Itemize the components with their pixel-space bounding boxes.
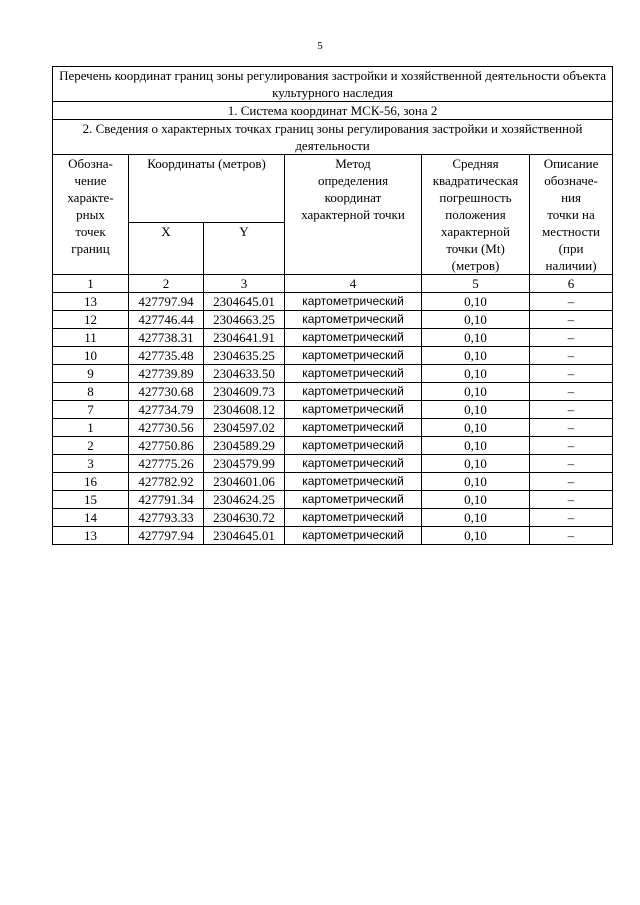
cell-x: 427730.68 bbox=[129, 383, 204, 401]
header-line: ния bbox=[561, 190, 581, 205]
cell-point: 2 bbox=[53, 437, 129, 455]
cell-y: 2304601.06 bbox=[204, 473, 285, 491]
coordinate-system: 1. Система координат МСК-56, зона 2 bbox=[53, 102, 613, 120]
cell-method: картометрический bbox=[285, 347, 422, 365]
cell-method: картометрический bbox=[285, 509, 422, 527]
header-line: точек bbox=[75, 224, 106, 239]
column-number-row bbox=[53, 275, 613, 293]
header-coordinates: Координаты (метров) bbox=[129, 155, 285, 223]
table-row bbox=[53, 455, 613, 473]
cell-error: 0,10 bbox=[422, 473, 530, 491]
table-row bbox=[53, 311, 613, 329]
column-number: 1 bbox=[53, 275, 129, 293]
cell-method: картометрический bbox=[285, 383, 422, 401]
cell-method: картометрический bbox=[285, 329, 422, 347]
cell-point: 1 bbox=[53, 419, 129, 437]
table-row bbox=[53, 347, 613, 365]
cell-error: 0,10 bbox=[422, 455, 530, 473]
cell-method: картометрический bbox=[285, 401, 422, 419]
cell-error: 0,10 bbox=[422, 509, 530, 527]
cell-point: 8 bbox=[53, 383, 129, 401]
header-x: X bbox=[129, 223, 204, 275]
cell-point: 10 bbox=[53, 347, 129, 365]
cell-method: картометрический bbox=[285, 311, 422, 329]
table-row bbox=[53, 473, 613, 491]
cell-point: 16 bbox=[53, 473, 129, 491]
header-line: точки на bbox=[547, 207, 595, 222]
cell-x: 427782.92 bbox=[129, 473, 204, 491]
header-line: Описание bbox=[543, 156, 599, 171]
cell-method: картометрический bbox=[285, 455, 422, 473]
table-row bbox=[53, 419, 613, 437]
header-line: Обозна- bbox=[68, 156, 113, 171]
header-line: Средняя bbox=[452, 156, 499, 171]
cell-description: – bbox=[530, 365, 613, 383]
cell-y: 2304633.50 bbox=[204, 365, 285, 383]
cell-description: – bbox=[530, 455, 613, 473]
cell-x: 427734.79 bbox=[129, 401, 204, 419]
cell-method: картометрический bbox=[285, 365, 422, 383]
header-line: (метров) bbox=[451, 258, 500, 273]
cell-error: 0,10 bbox=[422, 527, 530, 545]
cell-point: 9 bbox=[53, 365, 129, 383]
cell-point: 3 bbox=[53, 455, 129, 473]
cell-y: 2304609.73 bbox=[204, 383, 285, 401]
page-number: 5 bbox=[317, 40, 323, 52]
cell-method: картометрический bbox=[285, 491, 422, 509]
header-line: местности bbox=[542, 224, 601, 239]
cell-x: 427797.94 bbox=[129, 527, 204, 545]
cell-y: 2304663.25 bbox=[204, 311, 285, 329]
header-line: чение bbox=[74, 173, 107, 188]
header-line: Метод bbox=[335, 156, 371, 171]
table-row bbox=[53, 329, 613, 347]
cell-error: 0,10 bbox=[422, 293, 530, 311]
cell-description: – bbox=[530, 527, 613, 545]
cell-y: 2304608.12 bbox=[204, 401, 285, 419]
header-line: рных bbox=[76, 207, 105, 222]
header-error bbox=[422, 155, 530, 275]
header-method bbox=[285, 155, 422, 275]
table-row bbox=[53, 437, 613, 455]
cell-y: 2304597.02 bbox=[204, 419, 285, 437]
table-title: Перечень координат границ зоны регулирования застройки и хозяйственной деятельности объекта культурного наследия bbox=[53, 67, 613, 102]
cell-y: 2304624.25 bbox=[204, 491, 285, 509]
header-line: обозначе- bbox=[544, 173, 598, 188]
cell-description: – bbox=[530, 383, 613, 401]
cell-method: картометрический bbox=[285, 293, 422, 311]
cell-y: 2304589.29 bbox=[204, 437, 285, 455]
cell-x: 427750.86 bbox=[129, 437, 204, 455]
cell-x: 427793.33 bbox=[129, 509, 204, 527]
cell-error: 0,10 bbox=[422, 491, 530, 509]
cell-description: – bbox=[530, 401, 613, 419]
cell-error: 0,10 bbox=[422, 437, 530, 455]
table-row bbox=[53, 509, 613, 527]
cell-point: 12 bbox=[53, 311, 129, 329]
header-line: характе- bbox=[67, 190, 114, 205]
cell-description: – bbox=[530, 491, 613, 509]
cell-description: – bbox=[530, 347, 613, 365]
cell-description: – bbox=[530, 329, 613, 347]
cell-method: картометрический bbox=[285, 437, 422, 455]
column-number: 6 bbox=[530, 275, 613, 293]
cell-method: картометрический bbox=[285, 473, 422, 491]
table-row bbox=[53, 293, 613, 311]
header-point bbox=[53, 155, 129, 275]
cell-error: 0,10 bbox=[422, 419, 530, 437]
header-line: квадратическая bbox=[432, 173, 519, 188]
cell-error: 0,10 bbox=[422, 401, 530, 419]
cell-x: 427746.44 bbox=[129, 311, 204, 329]
cell-error: 0,10 bbox=[422, 311, 530, 329]
cell-x: 427791.34 bbox=[129, 491, 204, 509]
cell-y: 2304579.99 bbox=[204, 455, 285, 473]
cell-point: 13 bbox=[53, 527, 129, 545]
column-number: 3 bbox=[204, 275, 285, 293]
cell-error: 0,10 bbox=[422, 329, 530, 347]
cell-y: 2304645.01 bbox=[204, 527, 285, 545]
column-number: 4 bbox=[285, 275, 422, 293]
section-title: 2. Сведения о характерных точках границ зоны регулирования застройки и хозяйственной деятельности bbox=[53, 120, 613, 155]
cell-point: 7 bbox=[53, 401, 129, 419]
table-row bbox=[53, 491, 613, 509]
header-line: характерной bbox=[441, 224, 510, 239]
column-number: 2 bbox=[129, 275, 204, 293]
column-number: 5 bbox=[422, 275, 530, 293]
header-y: Y bbox=[204, 223, 285, 275]
cell-point: 13 bbox=[53, 293, 129, 311]
cell-description: – bbox=[530, 437, 613, 455]
header-line: характерной точки bbox=[301, 207, 405, 222]
header-line: наличии) bbox=[545, 258, 597, 273]
cell-x: 427738.31 bbox=[129, 329, 204, 347]
table-row bbox=[53, 401, 613, 419]
cell-point: 11 bbox=[53, 329, 129, 347]
cell-x: 427730.56 bbox=[129, 419, 204, 437]
header-line: погрешность bbox=[439, 190, 512, 205]
table-row bbox=[53, 365, 613, 383]
cell-y: 2304641.91 bbox=[204, 329, 285, 347]
cell-y: 2304635.25 bbox=[204, 347, 285, 365]
cell-point: 14 bbox=[53, 509, 129, 527]
cell-method: картометрический bbox=[285, 527, 422, 545]
cell-description: – bbox=[530, 473, 613, 491]
header-line: положения bbox=[445, 207, 506, 222]
cell-error: 0,10 bbox=[422, 365, 530, 383]
cell-y: 2304645.01 bbox=[204, 293, 285, 311]
header-line: определения bbox=[317, 173, 389, 188]
cell-y: 2304630.72 bbox=[204, 509, 285, 527]
cell-description: – bbox=[530, 419, 613, 437]
header-line: (при bbox=[558, 241, 584, 256]
table-row bbox=[53, 383, 613, 401]
cell-point: 15 bbox=[53, 491, 129, 509]
cell-method: картометрический bbox=[285, 419, 422, 437]
cell-description: – bbox=[530, 311, 613, 329]
cell-x: 427775.26 bbox=[129, 455, 204, 473]
header-line: точки (Mt) bbox=[446, 241, 505, 256]
cell-description: – bbox=[530, 293, 613, 311]
cell-description: – bbox=[530, 509, 613, 527]
header-line: границ bbox=[71, 241, 110, 256]
cell-x: 427735.48 bbox=[129, 347, 204, 365]
header-line: координат bbox=[324, 190, 382, 205]
cell-error: 0,10 bbox=[422, 383, 530, 401]
header-description bbox=[530, 155, 613, 275]
cell-error: 0,10 bbox=[422, 347, 530, 365]
cell-x: 427797.94 bbox=[129, 293, 204, 311]
table-row bbox=[53, 527, 613, 545]
cell-x: 427739.89 bbox=[129, 365, 204, 383]
coordinates-table bbox=[52, 66, 613, 545]
